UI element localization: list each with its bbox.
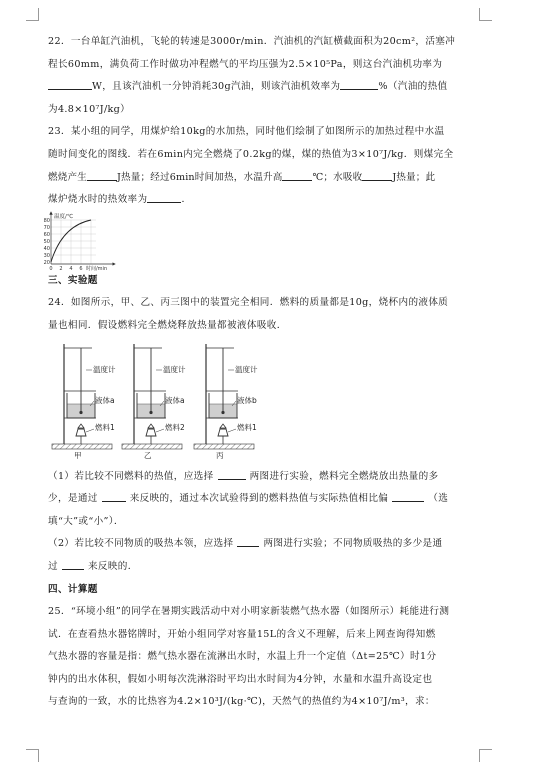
graph-y-tick: 50 (43, 238, 50, 245)
crop-mark-top-left (26, 8, 39, 21)
crop-mark-bottom-right (479, 749, 492, 762)
question-22 (48, 31, 498, 121)
graph-grid (51, 220, 96, 264)
q22-line-1: 22．一台单缸汽油机，飞轮的转速是3000r/min．汽油机的汽缸横截面积为20cm²，活塞冲 (48, 36, 456, 47)
q24-part1-text-b: 两图进行实验，燃料完全燃烧放出热量的多 (249, 470, 439, 482)
temperature-time-graph (43, 212, 168, 272)
q23-line-2: 随时间变化的图线．若在6min内完全燃烧了0.2kg的煤，煤的热值为3×10⁷J/kg．则煤完全 (48, 148, 454, 160)
q24-part1-text-e: （选 (428, 493, 449, 505)
q23-heat-blank[interactable] (87, 168, 117, 181)
graph-y-tick: 60 (43, 231, 50, 238)
thermometer-label: 温度计 (235, 364, 258, 374)
section-heading-experiment: 三、实验题 (48, 274, 98, 286)
q24-part2-line-1 (48, 533, 498, 556)
apparatus-jia (52, 344, 116, 460)
q24-part2-text-b: 两图进行实验；不同物质吸热的多少是通 (263, 538, 443, 550)
q24-substance-comparison-blank[interactable] (237, 534, 259, 547)
q24-part2-text-c: 过 (48, 560, 58, 572)
q23-line-3-text-a: 燃烧产生 (48, 171, 87, 183)
fuel-label: 燃料2 (165, 422, 185, 432)
document-body (43, 31, 498, 714)
liquid-label: 液体a (95, 395, 115, 405)
q22-line-2: 程长60mm，满负荷工作时做功冲程燃气的平均压强为2.5×10⁵Pa，则这台汽油机功率为 (48, 58, 443, 70)
question-24 (48, 292, 498, 578)
graph-x-tick: 6 (79, 265, 83, 272)
q24-part1-text-d: 来反映的，通过本次试验得到的燃料热值与实际热值相比偏 (129, 493, 389, 505)
section-heading-calculation: 四、计算题 (48, 583, 98, 595)
crop-mark-top-right (479, 8, 492, 21)
figure-caption: 乙 (144, 450, 152, 460)
q23-efficiency-blank[interactable] (147, 190, 181, 203)
graph-y-tick: 20 (43, 259, 50, 266)
q23-line-3-text-b: J热量；经过6min时间加热，水温升高 (116, 171, 283, 183)
q23-line-3-text-d: J热量；此 (392, 171, 436, 183)
q23-line-3 (48, 167, 498, 190)
thermometer-label: 温度计 (163, 364, 186, 374)
q22-power-blank[interactable] (48, 77, 92, 90)
q23-line-4-text-a: 煤炉烧水时的热效率为 (48, 194, 148, 206)
apparatus-diagram (48, 338, 278, 460)
q23-temperature-graph (43, 212, 498, 272)
q22-line-3-text-a: W，且该汽油机一分钟消耗30g汽油，则该汽油机效率为 (92, 81, 341, 93)
fuel-label: 燃料1 (237, 422, 257, 432)
graph-y-tick: 70 (43, 224, 50, 231)
graph-y-tick: 30 (43, 252, 50, 259)
q25-line-3: 气热水器的容量是指：燃气热水器在流淋出水时，水温上升一个定值（Δt=25℃）时1分 (48, 651, 437, 663)
fuel-label: 燃料1 (95, 422, 115, 432)
graph-x-tick: 0 (49, 265, 53, 272)
q23-line-4 (48, 189, 498, 212)
graph-y-label: 温度/℃ (54, 213, 74, 220)
q25-line-5: 与查询的一致，水的比热容为4.2×10³J/(kg·℃)，天然气的热值约为4×10⁷J/m³，求： (48, 696, 435, 708)
crop-mark-bottom-left (26, 749, 39, 762)
q24-absorbed-heat-indicator-blank[interactable] (62, 557, 84, 570)
q24-line-1: 24．如图所示，甲、乙、丙三图中的装置完全相同．燃料的质量都是10g，烧杯内的液体质 (48, 297, 449, 309)
q23-line-3-text-c: ℃；水吸收 (312, 171, 363, 183)
liquid-label: 液体b (237, 395, 257, 405)
q24-part1-line-3: 填“大”或“小”）． (48, 515, 124, 527)
q24-line-2: 量也相同．假设燃料完全燃烧释放热量都被液体吸收． (48, 319, 287, 331)
q24-part1-text-a: （1）若比较不同燃料的热值，应选择 (48, 470, 214, 482)
q24-apparatus-figures (48, 338, 498, 460)
q23-temp-rise-blank[interactable] (282, 168, 312, 181)
thermometer-label: 温度计 (93, 364, 116, 374)
graph-y-tick: 80 (43, 217, 50, 224)
q23-line-1: 23．某小组的同学，用煤炉给10kg的水加热，同时他们绘制了如图所示的加热过程中水温 (48, 126, 445, 138)
graph-x-label: 时间/min (86, 265, 108, 272)
q23-absorbed-heat-blank[interactable] (362, 168, 392, 181)
q22-efficiency-blank[interactable] (340, 77, 378, 90)
q22-line-3 (48, 76, 498, 99)
figure-caption: 丙 (216, 450, 224, 460)
q24-part2-text-a: （2）若比较不同物质的吸热本领，应选择 (48, 538, 234, 550)
q25-line-4: 钟内的出水体积，假如小明每次洗淋浴时平均出水时间为4分钟，水量和水温升高设定也 (48, 673, 433, 685)
question-23 (43, 121, 498, 272)
apparatus-bing (194, 344, 258, 460)
q22-line-3-text-b: %（汽油的热值 (378, 81, 448, 93)
apparatus-yi (122, 344, 186, 460)
liquid-label: 液体a (165, 395, 185, 405)
q24-heat-indicator-blank[interactable] (102, 489, 126, 502)
q24-part1-line-1 (48, 466, 498, 489)
q24-deviation-blank[interactable] (392, 489, 424, 502)
q24-part1-text-c: 少，是通过 (48, 493, 98, 505)
q23-line-4-text-b: ． (181, 194, 192, 206)
q24-part2-line-2 (48, 556, 498, 579)
q24-part2-text-d: 来反映的． (87, 560, 138, 572)
q24-fuel-comparison-blank[interactable] (218, 467, 246, 480)
graph-x-tick: 4 (69, 265, 73, 272)
figure-caption: 甲 (74, 450, 82, 460)
q22-line-4: 为4.8×10⁷J/kg） (48, 103, 131, 115)
q24-part1-line-2 (48, 488, 498, 511)
q25-line-1: 25．“环境小组”的同学在暑期实践活动中对小明家新装燃气热水器（如图所示）耗能进行测 (48, 606, 450, 618)
graph-x-tick: 2 (59, 265, 63, 272)
graph-y-tick: 40 (43, 245, 50, 252)
q25-line-2: 试．在查看热水器铭牌时，开始小组同学对容量15L的含义不理解，后来上网查询得知燃 (48, 628, 436, 640)
question-25 (48, 601, 498, 714)
